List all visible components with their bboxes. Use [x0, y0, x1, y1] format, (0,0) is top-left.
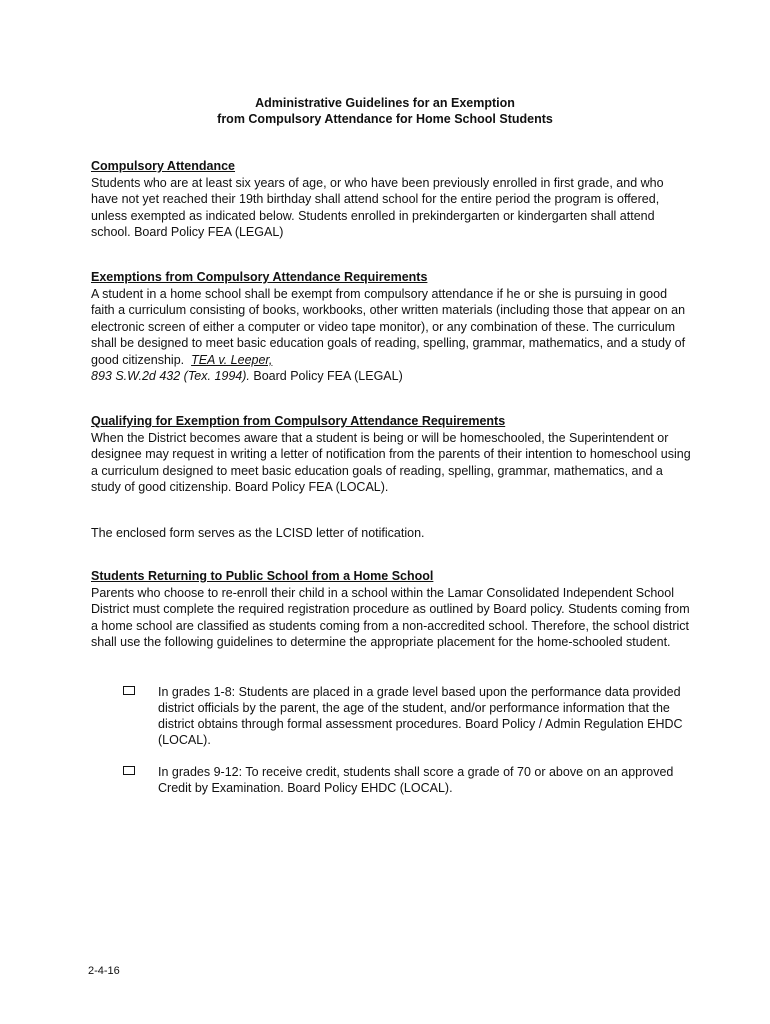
section-body: When the District becomes aware that a student is being or will be homeschooled, the Superintendent or designee may request in writing a letter of notification from the parents of their intention to homeschool using a curriculum designed to meet basic education goals of reading, spelling, grammar, mathematics, and a study of good citizenship. Board Policy FEA (LOCAL). [91, 430, 691, 494]
section-qualifying [91, 413, 691, 496]
title-line-1: Administrative Guidelines for an Exemption [255, 96, 515, 110]
checkbox-item-text: In grades 1-8: Students are placed in a grade level based upon the performance data provided district officials by the parent, the age of the student, and/or performance information that the district obtains through formal assessment procedures. Board Policy / Admin Regulation EHDC (LOCAL). [158, 685, 683, 747]
checkbox[interactable] [123, 686, 135, 695]
section-exemptions [91, 269, 691, 385]
case-citation: 893 S.W.2d 432 (Tex. 1994). [91, 369, 250, 383]
case-name: TEA v. Leeper, [191, 352, 273, 367]
section-heading: Students Returning to Public School from a Home School [91, 569, 434, 583]
section-body-text: A student in a home school shall be exempt from compulsory attendance if he or she is pursuing in good faith a curriculum consisting of books, workbooks, other written materials (including those that appear on an electronic screen of either a computer or video tape monitor), or any combination of these. The curriculum shall be designed to meet basic education goals of reading, spelling, grammar, mathematics, and a study of good citizenship. [91, 286, 686, 367]
policy-reference: Board Policy FEA (LEGAL) [253, 369, 403, 383]
section-heading: Exemptions from Compulsory Attendance Requirements [91, 270, 428, 284]
section-compulsory-attendance [91, 158, 691, 241]
checkbox[interactable] [123, 766, 135, 775]
document-title [0, 95, 770, 127]
title-line-2: from Compulsory Attendance for Home School Students [217, 112, 553, 126]
section-heading: Qualifying for Exemption from Compulsory Attendance Requirements [91, 414, 506, 428]
section-body [91, 286, 691, 385]
section-heading: Compulsory Attendance [91, 159, 236, 173]
section-returning [91, 568, 691, 651]
notification-note: The enclosed form serves as the LCISD letter of notification. [91, 526, 425, 540]
footer-date: 2-4-16 [88, 965, 120, 977]
checkbox-item-text: In grades 9-12: To receive credit, students shall score a grade of 70 or above on an approved Credit by Examination. Board Policy EHDC (LOCAL). [158, 765, 674, 795]
section-body: Parents who choose to re-enroll their child in a school within the Lamar Consolidated Independent School District must complete the required registration procedure as outlined by Board policy. Students coming from a home school are classified as students coming from a non-accredited school. Therefore, the school district shall use the following guidelines to determine the appropriate placement for the home-schooled student. [91, 585, 690, 649]
section-body: Students who are at least six years of age, or who have been previously enrolled in first grade, and who have not yet reached their 19th birthday shall attend school for the entire period the program is offered, unless exempted as indicated below. Students enrolled in prekindergarten or kindergarten shall attend school. Board Policy FEA (LEGAL) [91, 175, 664, 239]
